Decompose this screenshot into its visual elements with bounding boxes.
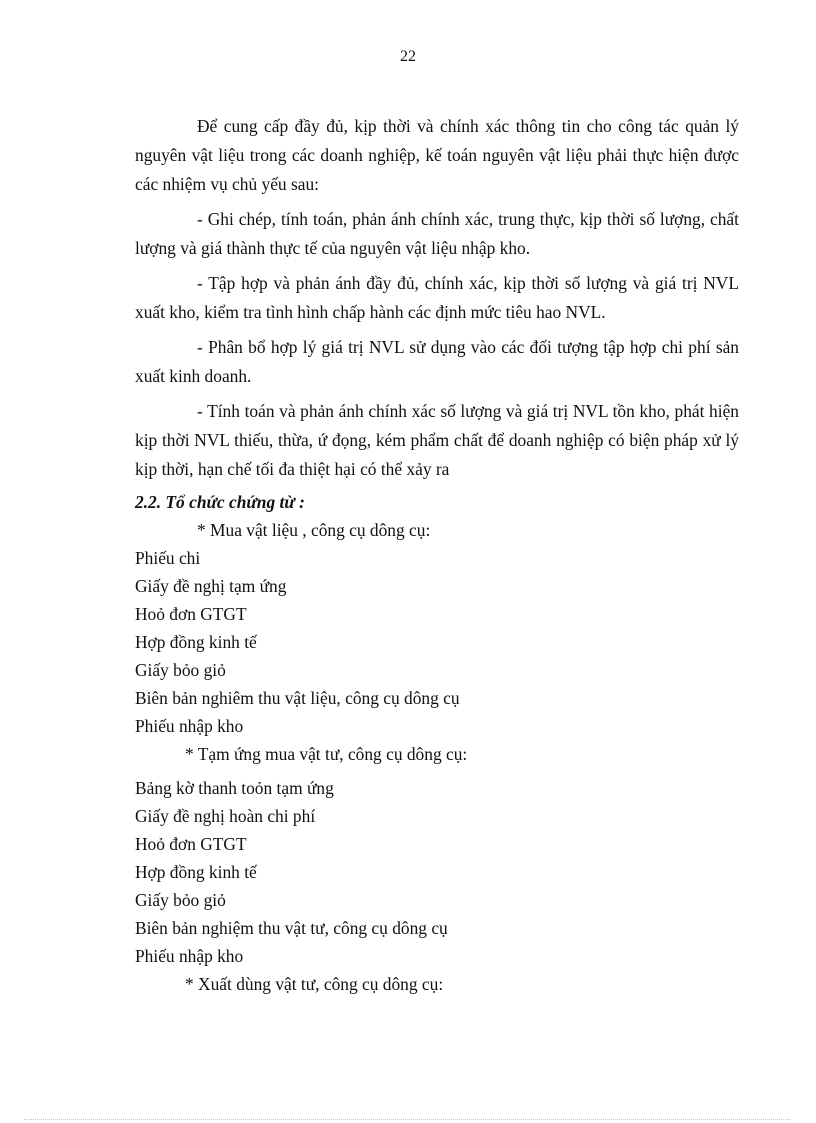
list-item: Biên bản nghiệm thu vật tư, công cụ dông cụ	[135, 918, 448, 938]
page-number: 22	[400, 48, 416, 65]
group-title-advance: * Tạm ứng mua vật tư, công cụ dông cụ:	[185, 744, 468, 764]
task-paragraph: - Tập hợp và phản ánh đầy đủ, chính xác, kịp thời số lượng và giá trị NVL xuất kho, kiểm tra tình hình chấp hành các định mức tiêu hao NVL.	[135, 273, 739, 322]
list-item: Giấy đề nghị hoàn chi phí	[135, 806, 316, 826]
task-paragraph: - Phân bổ hợp lý giá trị NVL sử dụng vào các đối tượng tập hợp chi phí sản xuất kinh doanh.	[135, 337, 739, 386]
list-item: Bảng kờ thanh toỏn tạm ứng	[135, 778, 334, 798]
list-item: Giấy đề nghị tạm ứng	[135, 576, 287, 596]
document-body	[135, 112, 739, 998]
list-item: Giấy bỏo giỏ	[135, 890, 226, 910]
list-item: Hoỏ đơn GTGT	[135, 604, 247, 624]
group-title-purchase: * Mua vật liệu , công cụ dông cụ:	[197, 520, 431, 540]
list-item: Giấy bỏo giỏ	[135, 660, 226, 680]
list-item: Phiếu nhập kho	[135, 716, 244, 736]
page-bottom-rule	[24, 1119, 790, 1120]
task-paragraph: - Ghi chép, tính toán, phản ánh chính xác, trung thực, kịp thời số lượng, chất lượng và giá thành thực tế của nguyên vật liệu nhập kho.	[135, 209, 739, 258]
list-item: Phiếu chi	[135, 548, 201, 568]
task-paragraph: - Tính toán và phản ánh chính xác số lượng và giá trị NVL tồn kho, phát hiện kịp thời NVL thiếu, thừa, ứ đọng, kém phẩm chất để doanh nghiệp có biện pháp xử lý kịp thời, hạn chế tối đa thiệt hại có thể xảy ra	[135, 401, 739, 479]
intro-paragraph: Để cung cấp đầy đủ, kịp thời và chính xác thông tin cho công tác quản lý nguyên vật liệu trong các doanh nghiệp, kế toán nguyên vật liệu phải thực hiện được các nhiệm vụ chủ yếu sau:	[135, 116, 739, 194]
list-item: Hợp đồng kinh tế	[135, 862, 257, 882]
section-heading: 2.2. Tổ chức chứng từ :	[135, 492, 305, 512]
document-list-advance	[135, 774, 739, 970]
list-item: Hợp đồng kinh tế	[135, 632, 257, 652]
list-item: Biên bản nghiêm thu vật liệu, công cụ dông cụ	[135, 688, 460, 708]
document-list-purchase	[135, 544, 739, 740]
list-item: Phiếu nhập kho	[135, 946, 244, 966]
list-item: Hoỏ đơn GTGT	[135, 834, 247, 854]
group-title-issue: * Xuất dùng vật tư, công cụ dông cụ:	[185, 974, 444, 994]
